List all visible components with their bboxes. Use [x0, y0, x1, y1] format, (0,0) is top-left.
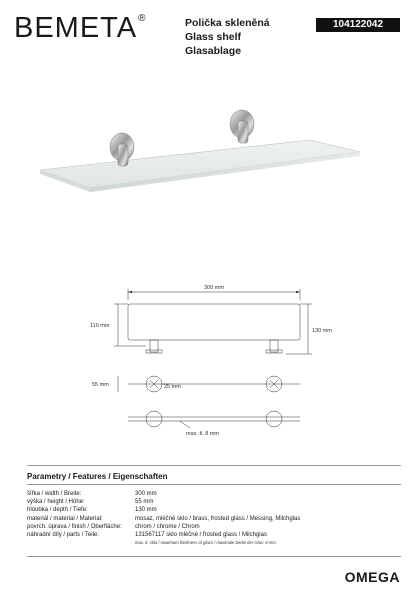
parameters-table: [27, 490, 300, 539]
param-label: hloubka / depth / Tiefe:: [27, 507, 88, 514]
param-value: 55 mm: [135, 499, 154, 506]
param-row: [27, 523, 300, 531]
param-label: materiál / material / Material:: [27, 515, 103, 522]
brand-name: BEMETA: [14, 12, 138, 44]
technical-drawing: [90, 280, 350, 450]
dim-width: 300 mm: [204, 285, 224, 291]
title-cz: Polička skleněná: [185, 17, 270, 29]
param-row: [27, 515, 300, 523]
glass-thickness-note: max. tl. skla / maximum thickness of glass / maximale Dicke der Glas: 8 mm: [135, 540, 276, 545]
registered-mark: ®: [138, 13, 147, 24]
divider-mid: [27, 484, 401, 485]
parameters-title: Parametry / Features / Eigenschaften: [27, 472, 168, 481]
product-code-badge: 104122042: [316, 18, 400, 32]
dim-height-right: 130 mm: [312, 328, 332, 334]
param-row: [27, 531, 300, 539]
dim-side-offset: 25 mm: [164, 384, 181, 390]
param-row: [27, 506, 300, 514]
product-title-block: [185, 16, 270, 58]
param-label: náhradní díly / parts / Teile:: [27, 532, 99, 539]
title-en: Glass shelf: [185, 31, 242, 43]
dim-side-height: 55 mm: [92, 382, 109, 388]
param-row: [27, 490, 300, 498]
param-label: povrch. úprava / finish / Oberfläche:: [27, 523, 122, 530]
dim-height-left: 110 mm: [90, 323, 110, 329]
param-label: výška / height / Höhe:: [27, 499, 85, 506]
dim-thickness: max. tl. 8 mm: [186, 431, 220, 437]
param-label: šířka / width / Breite:: [27, 491, 82, 497]
divider-bottom: [27, 556, 401, 557]
param-value: 300 mm: [135, 491, 157, 497]
divider-top: [27, 465, 401, 466]
param-value: chrom / chrome / Chrom: [135, 523, 200, 530]
param-row: [27, 498, 300, 506]
title-de: Glasablage: [185, 45, 242, 57]
brand-logo: [14, 14, 146, 43]
product-image: [30, 100, 370, 210]
series-name: OMEGA: [344, 569, 400, 585]
param-value: 131567117 sklo mléčné / frosted glass / Milchglas: [135, 532, 267, 539]
param-value: 130 mm: [135, 507, 157, 514]
param-value: mosaz, mléčné sklo / brass, frosted glass / Messing, Milchglas: [135, 515, 301, 522]
